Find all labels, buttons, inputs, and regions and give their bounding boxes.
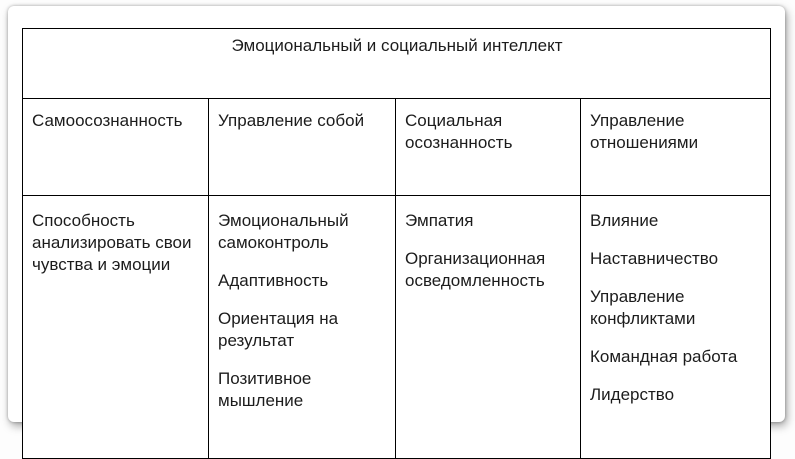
list-item: Способность анализировать свои чувства и эмоции: [32, 211, 192, 274]
list-item: Эмоциональный самоконтроль: [218, 211, 349, 252]
list-item: Лидерство: [590, 385, 675, 404]
list-item: Наставничество: [590, 249, 719, 268]
table-body-row: [23, 196, 771, 459]
column-header-social-awareness: Социальная осознанность: [396, 99, 581, 196]
table-title-row: [23, 29, 771, 99]
emotional-intelligence-table: [22, 28, 771, 459]
list-item: Командная работа: [590, 347, 738, 366]
cell-relationship-management-items: [581, 196, 771, 459]
list-item: Эмпатия: [405, 211, 474, 230]
list-item: Ориентация на результат: [218, 309, 339, 350]
table-title: Эмоциональный и социальный интеллект: [23, 29, 771, 99]
cell-self-management-items: [209, 196, 396, 459]
cell-social-awareness-items: [396, 196, 581, 459]
document-page: [8, 6, 785, 422]
list-item: Управление конфликтами: [590, 287, 696, 328]
cell-self-awareness-items: [23, 196, 209, 459]
list-item: Позитивное мышление: [218, 369, 312, 410]
column-header-self-management: Управление собой: [209, 99, 396, 196]
list-item: Адаптивность: [218, 271, 329, 290]
column-header-relationship-management: Управление отношениями: [581, 99, 771, 196]
list-item: Влияние: [590, 211, 659, 230]
column-header-self-awareness: Самоосознанность: [23, 99, 209, 196]
list-item: Организационная осведомленность: [405, 249, 546, 290]
table-header-row: [23, 99, 771, 196]
